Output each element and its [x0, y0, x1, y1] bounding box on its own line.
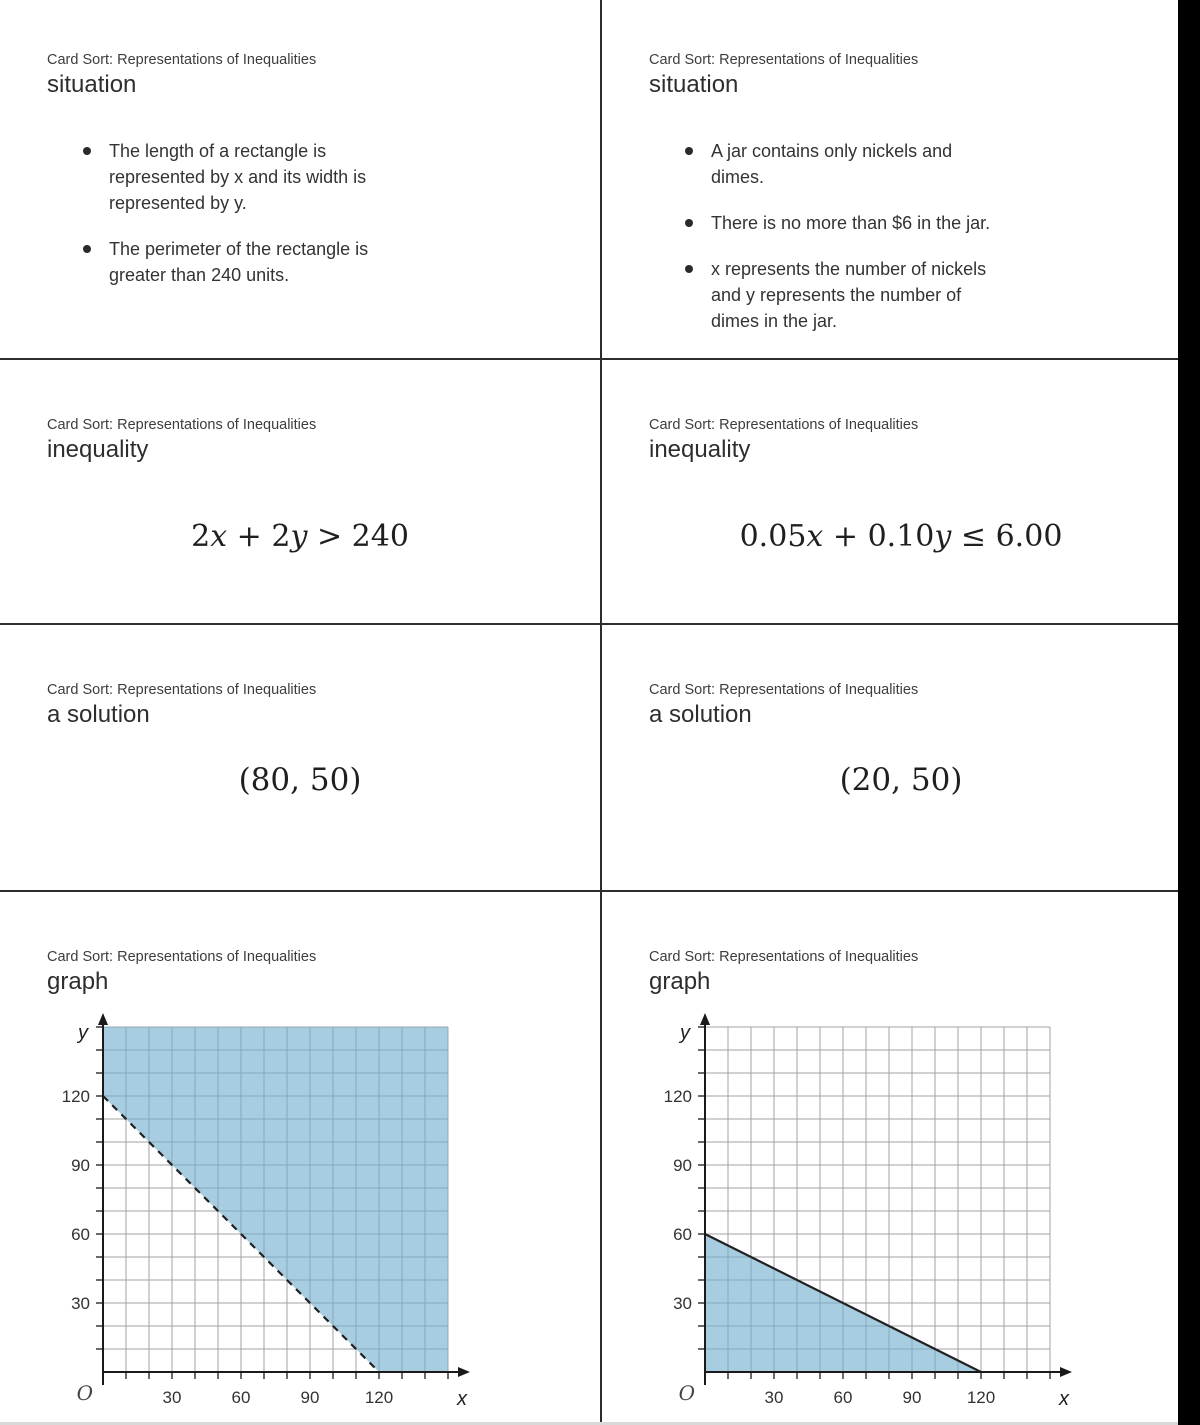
svg-text:y: y [78, 1022, 88, 1044]
svg-text:60: 60 [833, 1388, 853, 1407]
svg-text:120: 120 [364, 1388, 394, 1407]
card-header: Card Sort: Representations of Inequalities [47, 949, 317, 965]
svg-text:30: 30 [673, 1294, 692, 1313]
svg-text:120: 120 [61, 1087, 90, 1106]
svg-text:90: 90 [673, 1156, 692, 1175]
card-solution-20-50 [602, 625, 1200, 890]
svg-text:x: x [1059, 1388, 1069, 1410]
svg-text:60: 60 [231, 1388, 251, 1407]
card-inequality-perimeter [0, 360, 600, 623]
bullet-item: x represents the number of nickels and y represents the number of dimes in the jar. [649, 256, 1001, 334]
card-header: Card Sort: Representations of Inequalities [649, 417, 919, 433]
svg-text:60: 60 [71, 1225, 90, 1244]
inequality-graph-below [642, 1009, 1087, 1411]
card-header: Card Sort: Representations of Inequalities [47, 682, 317, 698]
card-type-label: inequality [47, 436, 149, 463]
svg-text:90: 90 [71, 1156, 90, 1175]
card-graph-solid [602, 892, 1200, 1425]
math-expression: (20, 50) [839, 762, 963, 798]
card-inequality-coins [602, 360, 1200, 623]
card-type-label: graph [47, 968, 109, 995]
math-expression: 0.05x + 0.10y ≤ 6.00 [739, 519, 1063, 554]
card-header: Card Sort: Representations of Inequalities [649, 682, 919, 698]
bullet-item: There is no more than $6 in the jar. [649, 210, 1001, 236]
svg-text:y: y [680, 1022, 690, 1044]
card-situation-jar [602, 0, 1200, 358]
svg-text:O: O [678, 1381, 695, 1405]
svg-text:30: 30 [71, 1294, 90, 1313]
bullet-list [47, 138, 419, 288]
svg-text:90: 90 [300, 1388, 320, 1407]
math-expression: 2x + 2y > 240 [191, 519, 409, 554]
card-type-label: situation [649, 71, 739, 98]
card-type-label: a solution [649, 701, 752, 728]
card-situation-rectangle [0, 0, 600, 358]
card-header: Card Sort: Representations of Inequalities [649, 52, 919, 68]
svg-text:120: 120 [663, 1087, 692, 1106]
card-type-label: a solution [47, 701, 150, 728]
card-header: Card Sort: Representations of Inequalities [649, 949, 919, 965]
card-type-label: inequality [649, 436, 751, 463]
bullet-item: The perimeter of the rectangle is greater than 240 units. [47, 236, 419, 288]
math-expression: (80, 50) [238, 762, 362, 798]
scan-edge-right [1178, 0, 1200, 1425]
svg-text:60: 60 [673, 1225, 692, 1244]
bullet-item: The length of a rectangle is represented by x and its width is represented by y. [47, 138, 419, 216]
divider-vertical [600, 0, 602, 1425]
svg-text:30: 30 [162, 1388, 182, 1407]
card-graph-dashed [0, 892, 600, 1425]
svg-text:90: 90 [902, 1388, 922, 1407]
card-type-label: situation [47, 71, 137, 98]
inequality-graph-above [40, 1009, 485, 1411]
svg-text:x: x [457, 1388, 467, 1410]
card-header: Card Sort: Representations of Inequalities [47, 417, 317, 433]
svg-text:30: 30 [764, 1388, 784, 1407]
card-header: Card Sort: Representations of Inequalities [47, 52, 317, 68]
bullet-list [649, 138, 1001, 334]
card-solution-80-50 [0, 625, 600, 890]
divider-horizontal-1 [0, 358, 1178, 360]
bullet-item: A jar contains only nickels and dimes. [649, 138, 1001, 190]
divider-horizontal-2 [0, 623, 1178, 625]
svg-text:120: 120 [966, 1388, 996, 1407]
divider-horizontal-3 [0, 890, 1178, 892]
svg-text:O: O [76, 1381, 93, 1405]
card-type-label: graph [649, 968, 711, 995]
